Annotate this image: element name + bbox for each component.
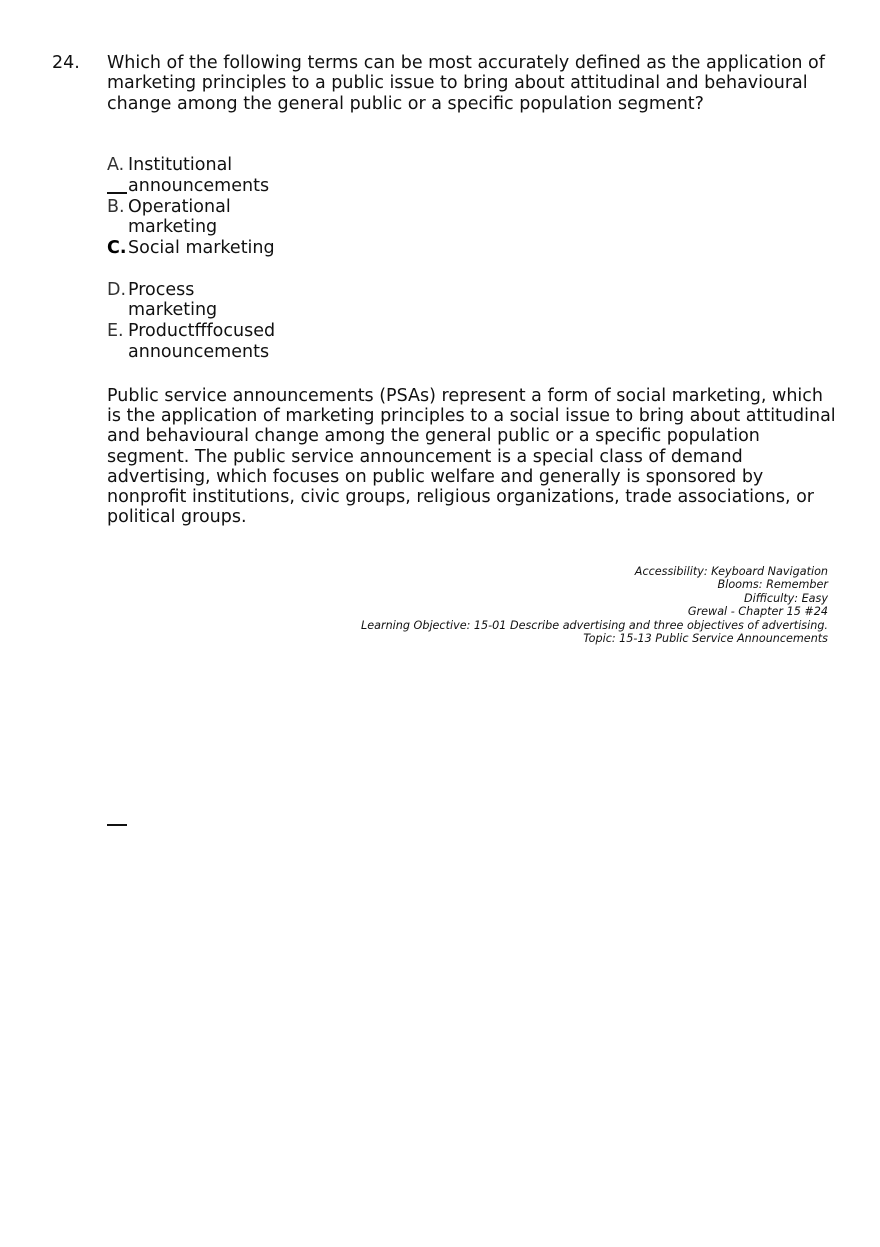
option-letter: C. (107, 238, 127, 258)
bottom-rule (107, 824, 127, 826)
option-text: Institutional announcements (128, 155, 270, 196)
underline-mark (107, 192, 127, 194)
meta-accessibility: Accessibility: Keyboard Navigation (634, 565, 828, 578)
option-letter: B. (107, 196, 125, 217)
option-text: Process marketing (128, 279, 218, 321)
option-letter: A. (107, 155, 125, 175)
meta-learning-objective: Learning Objective: 15-01 Describe advertising and three objectives of advertising. (361, 618, 828, 632)
meta-blooms: Blooms: Remember (717, 578, 828, 592)
question-text: Which of the following terms can be most accurately defined as the application of marketing principles to a public issue to bring about attitudinal and behavioural change among the general public or a specific population segment? (107, 53, 825, 114)
option-b (107, 197, 367, 239)
option-text: Social marketing (128, 238, 275, 258)
option-letter: D. (107, 279, 127, 300)
answer-explanation: Public service announcements (PSAs) represent a form of social marketing, which is the application of marketing principles to a social issue to bring about attitudinal and behavioural change among the general public or a specific population segment. The public service announcement is a special class of demand advertising, which focuses on public welfare and generally is sponsored by nonprofit institutions, civic groups, religious organizations, trade associations, or political groups. (107, 386, 836, 528)
option-c-correct (107, 238, 367, 280)
meta-topic: Topic: 15-13 Public Service Announcements (583, 632, 828, 646)
meta-difficulty: Difficulty: Easy (744, 591, 828, 605)
option-d (107, 280, 367, 322)
meta-source: Grewal - Chapter 15 #24 (687, 605, 828, 619)
option-text: Productfffocused announcements (128, 321, 276, 362)
option-a (107, 155, 367, 197)
option-text: Operational marketing (128, 196, 231, 238)
question-number: 24. (52, 53, 80, 73)
option-e (107, 321, 367, 363)
option-letter: E. (107, 321, 124, 341)
answer-options (107, 155, 367, 363)
question-metadata (228, 565, 828, 645)
